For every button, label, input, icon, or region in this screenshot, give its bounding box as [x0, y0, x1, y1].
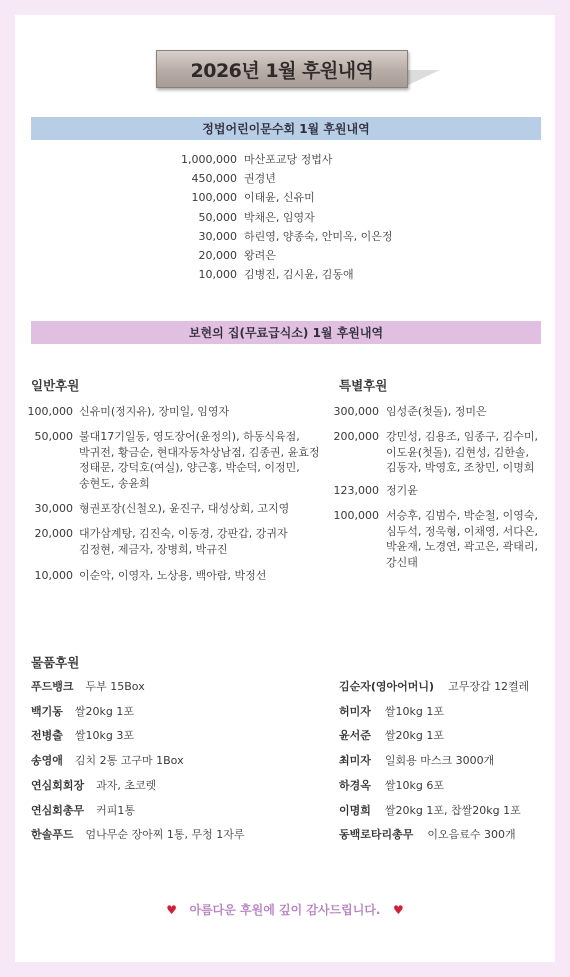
- donor-names-line: 신유미(정지유), 장미일, 임영자: [79, 405, 230, 418]
- goods-item: 쌀20kg 1포: [384, 729, 444, 743]
- goods-row: [31, 729, 134, 743]
- donor-names: 왕려은: [244, 249, 276, 262]
- goods-item: 커피1통: [96, 803, 136, 817]
- amount: 30,000: [34, 502, 73, 515]
- goods-item: 엄나무순 장아찌 1통, 무청 1자루: [85, 828, 245, 842]
- goods-row: [31, 754, 184, 768]
- goods-item: 고무장갑 12켤레: [448, 680, 530, 693]
- amount: 50,000: [198, 210, 237, 224]
- donor-names-line: 정태문, 강덕호(여실), 양근홍, 박순덕, 이정민,: [79, 461, 300, 474]
- donor-names: 이태윤, 신유미: [244, 191, 315, 205]
- page-title: 2026년 1월 후원내역: [156, 50, 408, 88]
- donor-names-line: 박귀전, 황금순, 현대자동차상남점, 김종권, 윤효정: [79, 445, 320, 459]
- amount: 450,000: [191, 172, 237, 186]
- donor-names: 마산포교당 정법사: [244, 153, 333, 166]
- donor-names-line: 송현도, 송윤희: [79, 476, 150, 490]
- amount: 100,000: [27, 405, 73, 418]
- goods-donor: 연심회총무: [31, 803, 85, 817]
- amount: 123,000: [333, 484, 379, 497]
- goods-donor: 푸드뱅크: [31, 680, 74, 693]
- goods-donor: 최미자: [339, 754, 371, 768]
- goods-donor: 윤서준: [339, 729, 371, 743]
- amount: 300,000: [333, 405, 379, 418]
- goods-donor: 이명희: [339, 803, 371, 817]
- goods-donor: 김순자(영아어머니): [339, 680, 435, 693]
- goods-row: [31, 779, 156, 793]
- goods-row: [339, 828, 516, 842]
- donor-names-line: 정기윤: [386, 484, 418, 497]
- amount: 10,000: [34, 569, 73, 582]
- amount: 20,000: [198, 249, 237, 262]
- goods-item: 쌀10kg 3포: [74, 729, 134, 743]
- heart-icon: ♥: [393, 903, 404, 917]
- donation-notice: [15, 15, 555, 962]
- goods-donor: 백기동: [31, 704, 63, 718]
- goods-donor: 전병출: [31, 729, 63, 743]
- donor-names-line: 서승후, 김범수, 박순철, 이영숙,: [386, 509, 538, 522]
- goods-row: [339, 754, 494, 768]
- thanks-text: 아름다운 후원에 깊이 감사드립니다.: [189, 903, 381, 917]
- goods-item: 김치 2통 고구마 1Box: [74, 754, 184, 768]
- donor-names: 김병진, 김시윤, 김동애: [244, 268, 354, 282]
- amount: 10,000: [198, 268, 237, 282]
- goods-item: 쌀20kg 1포: [74, 704, 134, 718]
- special-heading: 특별후원: [339, 378, 388, 393]
- donor-names-line: 김정현, 제금자, 장병희, 박규진: [79, 542, 228, 556]
- goods-donor: 송영애: [31, 754, 63, 768]
- amount: 100,000: [191, 191, 237, 205]
- goods-item: 과자, 초코렛: [96, 778, 157, 792]
- amount: 50,000: [34, 430, 73, 443]
- goods-row: [339, 804, 521, 818]
- goods-donor: 동백로타리총무: [339, 828, 414, 842]
- donor-names: 박채은, 임영자: [244, 210, 315, 224]
- goods-item: 일회용 마스크 3000개: [384, 754, 495, 768]
- title-plaque: [156, 50, 446, 96]
- goods-row: [339, 729, 444, 743]
- goods-item: 쌀20kg 1포, 찹쌀20kg 1포: [384, 803, 521, 817]
- goods-row: [339, 779, 444, 793]
- goods-donor: 연심회회장: [31, 778, 85, 792]
- donor-names-line: 불대17기일동, 영도장어(윤정의), 하동식육점,: [79, 430, 300, 443]
- donor-names-line: 강민성, 김용조, 임종구, 김수미,: [386, 430, 538, 443]
- donor-names-line: 임성준(첫돌), 정미은: [386, 405, 487, 418]
- donor-names-line: 김동자, 박영호, 조창민, 이명희: [386, 461, 535, 474]
- donor-names: 하린영, 양종숙, 안미옥, 이은정: [244, 229, 393, 243]
- section1-header: 정법어린이문수회 1월 후원내역: [31, 117, 541, 140]
- donor-names-line: 박윤재, 노경연, 곽고은, 곽태리,: [386, 540, 538, 553]
- goods-heading: 물품후원: [31, 655, 80, 670]
- goods-row: [31, 804, 135, 818]
- goods-item: 두부 15Box: [85, 680, 145, 693]
- amount: 30,000: [198, 229, 237, 243]
- amount: 1,000,000: [181, 153, 237, 166]
- donor-names-line: 대가삼계탕, 김진숙, 이동경, 강판갑, 강귀자: [79, 527, 288, 540]
- section2-header: 보현의 집(무료급식소) 1월 후원내역: [31, 321, 541, 344]
- donor-names-line: 강신태: [386, 555, 418, 569]
- donor-names-line: 이도윤(첫돌), 김현성, 김한솔,: [386, 445, 529, 459]
- donor-names-line: 심두석, 정욱형, 이채영, 서다온,: [386, 524, 538, 538]
- goods-item: 쌀10kg 6포: [384, 778, 444, 792]
- donor-names-line: 형권포장(신철오), 윤진구, 대성상회, 고지영: [79, 502, 290, 515]
- amount: 20,000: [34, 527, 73, 540]
- donor-names: 권경년: [244, 172, 276, 186]
- goods-donor: 한솔푸드: [31, 828, 74, 842]
- goods-donor: 하경옥: [339, 778, 371, 792]
- goods-row: [339, 680, 529, 694]
- goods-item: 쌀10kg 1포: [384, 704, 444, 718]
- thanks-message: [15, 901, 555, 918]
- goods-donor: 허미자: [339, 704, 371, 718]
- goods-item: 이오음료수 300개: [427, 828, 516, 842]
- amount: 100,000: [333, 509, 379, 522]
- donor-names-line: 이순악, 이영자, 노상용, 백아람, 박정선: [79, 569, 267, 582]
- goods-row: [31, 828, 245, 842]
- amount: 200,000: [333, 430, 379, 443]
- general-heading: 일반후원: [31, 378, 80, 393]
- goods-row: [339, 705, 444, 719]
- goods-row: [31, 680, 145, 694]
- heart-icon: ♥: [166, 903, 177, 917]
- goods-row: [31, 705, 134, 719]
